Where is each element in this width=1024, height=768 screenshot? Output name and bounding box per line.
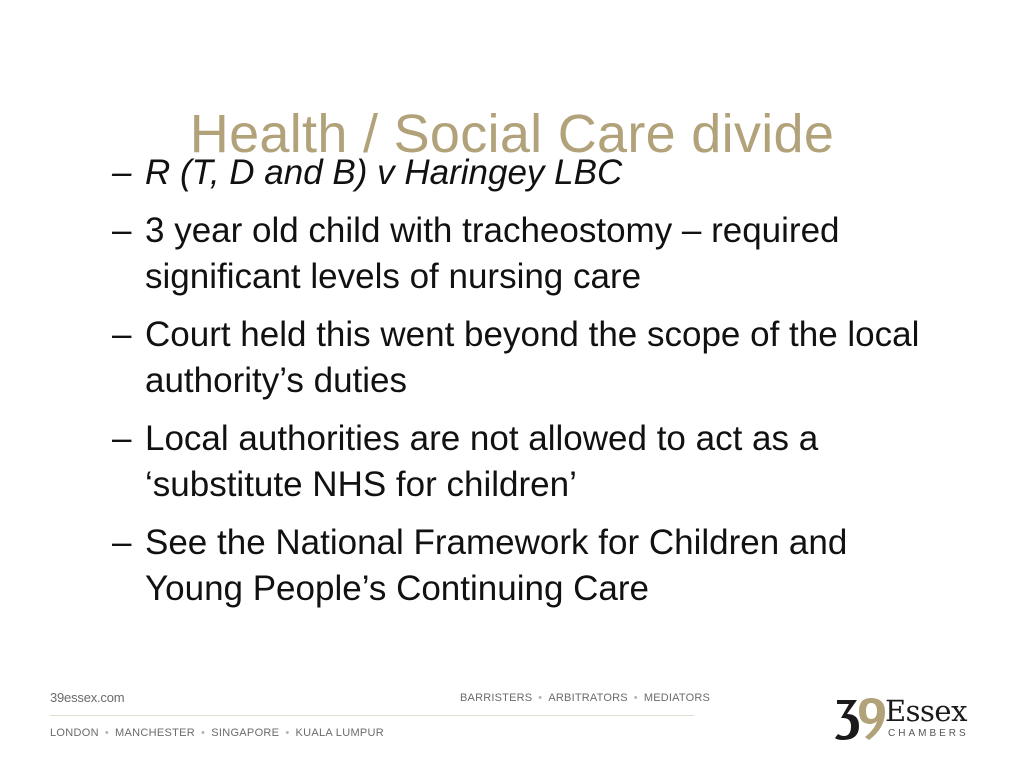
footer-roles [460,692,710,704]
bullet-item [112,208,942,300]
bullet-text: 3 year old child with tracheostomy – required significant levels of nursing care [145,211,840,296]
footer-city: KUALA LUMPUR [295,727,385,739]
bullet-list [112,150,942,624]
logo-39-mark-icon [835,694,887,742]
separator-dot: • [201,727,206,739]
bullet-dash: – [112,315,132,354]
footer-role: ARBITRATORS [548,692,628,704]
footer-cities [50,727,384,739]
separator-dot: • [633,692,638,704]
bullet-dash: – [112,153,132,192]
footer-city: MANCHESTER [115,727,196,739]
bullet-item [112,416,942,508]
essex-chambers-logo [835,694,980,742]
bullet-text: Local authorities are not allowed to act as a ‘substitute NHS for children’ [145,419,819,504]
separator-dot: • [104,727,110,739]
footer-role: MEDIATORS [643,692,711,704]
bullet-dash: – [112,211,132,250]
footer-website-link[interactable]: 39essex.com [50,690,125,705]
footer-role: BARRISTERS [460,692,533,704]
slide-title: Health / Social Care divide [189,104,835,165]
bullet-item [112,312,942,404]
bullet-dash: – [112,523,132,562]
separator-dot: • [285,727,290,739]
footer-city: LONDON [50,727,99,739]
bullet-item [112,520,942,612]
footer-divider [50,715,694,716]
footer-city: SINGAPORE [211,727,280,739]
bullet-item [112,150,942,196]
bullet-dash: – [112,419,132,458]
logo-wordmark: Essex [885,694,967,728]
bullet-text: R (T, D and B) v Haringey LBC [145,153,623,192]
separator-dot: • [538,692,543,704]
bullet-text: See the National Framework for Children and Young People’s Continuing Care [145,523,848,608]
logo-subtitle: CHAMBERS [888,728,969,739]
bullet-text: Court held this went beyond the scope of the local authority’s duties [145,315,920,400]
